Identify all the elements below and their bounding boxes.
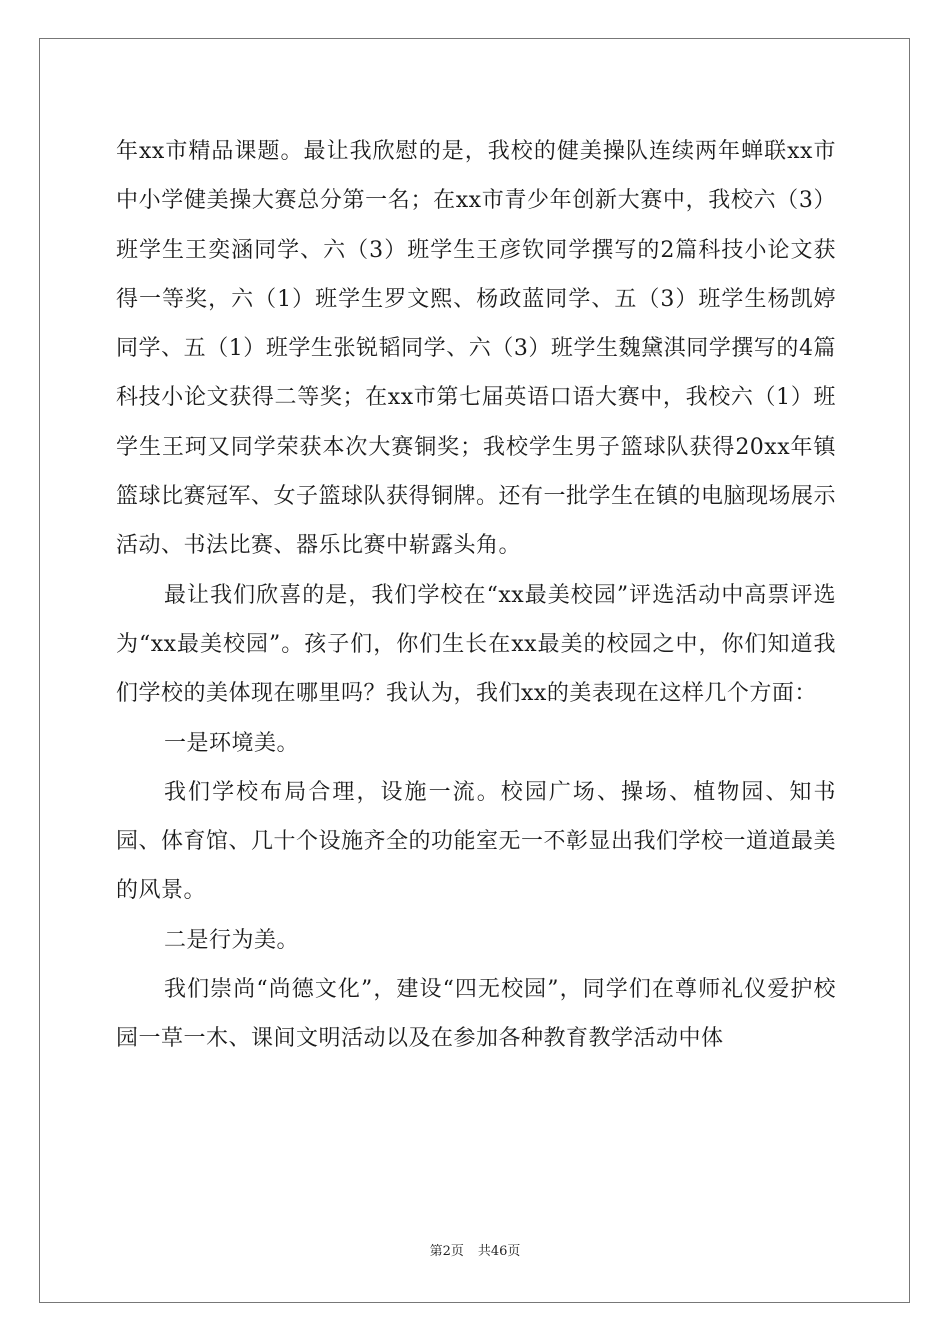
- paragraph-most-beautiful-campus: 最让我们欣喜的是，我们学校在“xx最美校园”评选活动中高票评选为“xx最美校园”。孩子们，你们生长在xx最美的校园之中，你们知道我们学校的美体现在哪里吗？我认为，我们xx的美表现在这样几个方面：: [116, 582, 836, 707]
- paragraph-achievements: 年xx市精品课题。最让我欣慰的是，我校的健美操队连续两年蝉联xx市中小学健美操大赛总分第一名；在xx市青少年创新大赛中，我校六（3）班学生王奕涵同学、六（3）班学生王彦钦同学撰写的2篇科技小论文获得一等奖，六（1）班学生罗文熙、杨政蓝同学、五（3）班学生杨凯婷同学、五（1）班学生张锐韬同学、六（3）班学生魏黛淇同学撰写的4篇科技小论文获得二等奖；在xx市第七届英语口语大赛中，我校六（1）班学生王珂又同学荣获本次大赛铜奖；我校学生男子篮球队获得20xx年镇篮球比赛冠军、女子篮球队获得铜牌。还有一批学生在镇的电脑现场展示活动、书法比赛、器乐比赛中崭露头角。: [116, 139, 837, 559]
- document-body: [116, 127, 836, 1064]
- page-number: 第2页: [429, 1244, 464, 1259]
- paragraph-virtue-culture: 我们崇尚“尚德文化”，建设“四无校园”，同学们在尊师礼仪爱护校园一草一木、课间文明活动以及在参加各种教育教学活动中体: [116, 977, 836, 1052]
- paragraph-heading-behavior: 二是行为美。: [164, 927, 300, 953]
- page-footer: [0, 1240, 950, 1259]
- paragraph-heading-environment: 一是环境美。: [164, 730, 300, 756]
- total-pages: 共46页: [477, 1244, 521, 1259]
- paragraph-campus-layout: 我们学校布局合理，设施一流。校园广场、操场、植物园、知书园、体育馆、几十个设施齐全的功能室无一不彰显出我们学校一道道最美的风景。: [116, 779, 837, 904]
